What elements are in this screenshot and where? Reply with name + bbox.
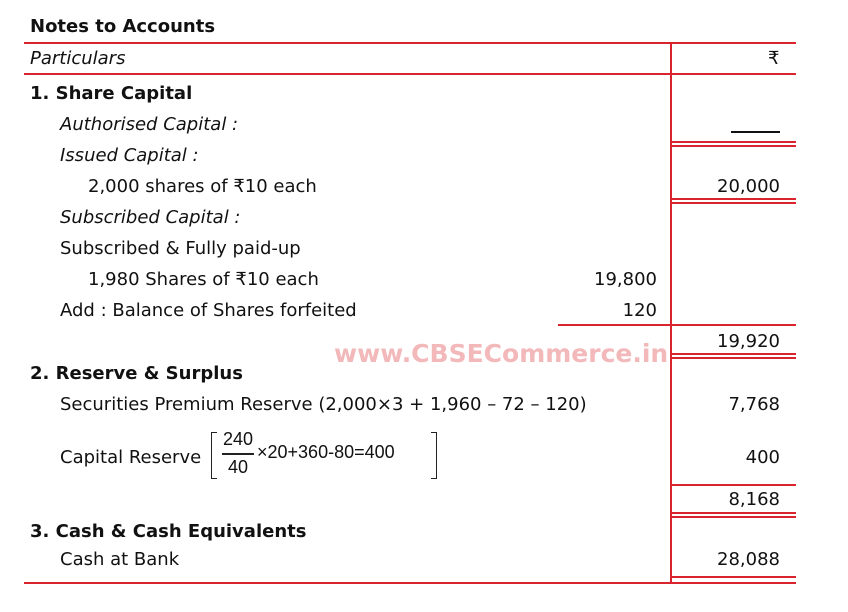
header-bottom-rule (24, 73, 796, 75)
note1-total-top-rule (672, 324, 796, 326)
note1-total: 19,920 (717, 331, 780, 352)
watermark: www.CBSECommerce.in (334, 339, 669, 368)
authorised-blank-line (731, 131, 780, 133)
note1-heading: 1. Share Capital (30, 83, 193, 104)
forfeited-label: Add : Balance of Shares forfeited (60, 300, 357, 321)
issued-capital-label: Issued Capital : (60, 145, 199, 166)
formula-numerator: 240 (222, 429, 254, 449)
particulars-header: Particulars (30, 48, 126, 69)
subscribed-capital-label: Subscribed Capital : (60, 207, 241, 228)
issued-amount: 20,000 (717, 176, 780, 197)
note3-heading: 3. Cash & Cash Equivalents (30, 521, 307, 542)
securities-premium-label: Securities Premium Reserve (2,000×3 + 1,960 – 72 – 120) (60, 394, 587, 415)
note1-total-rule-2 (672, 357, 796, 359)
note1-total-rule-1 (672, 353, 796, 355)
note2-total-top-rule (672, 484, 796, 486)
formula-rest: ×20+360-80=400 (257, 442, 395, 462)
issued-rule-2 (672, 202, 796, 204)
shares-detail: 1,980 Shares of ₹10 each (88, 269, 319, 290)
authorised-rule-2 (672, 145, 796, 147)
securities-premium-amount: 7,768 (728, 394, 780, 415)
page-title: Notes to Accounts (30, 16, 216, 37)
formula-right-bracket (431, 432, 437, 479)
note3-total-rule-1 (672, 576, 796, 578)
subtotal-rule (558, 324, 670, 326)
header-top-rule (24, 42, 796, 44)
capital-reserve-label: Capital Reserve (60, 447, 202, 468)
authorised-rule-1 (672, 141, 796, 143)
amount-column-rule (670, 42, 672, 584)
authorised-capital-label: Authorised Capital : (60, 114, 239, 135)
subscribed-paid-label: Subscribed & Fully paid-up (60, 238, 301, 259)
cash-at-bank-amount: 28,088 (717, 549, 780, 570)
formula-denominator: 40 (227, 457, 249, 477)
cash-at-bank-label: Cash at Bank (60, 549, 180, 570)
table-bottom-rule (24, 582, 796, 584)
note2-total-rule-2 (672, 516, 796, 518)
capital-reserve-amount: 400 (745, 447, 780, 468)
issued-rule-1 (672, 198, 796, 200)
formula-fraction-bar (222, 453, 254, 455)
formula-left-bracket (211, 432, 217, 479)
currency-header: ₹ (768, 48, 780, 69)
note2-total-rule-1 (672, 512, 796, 514)
note2-heading: 2. Reserve & Surplus (30, 363, 243, 384)
note2-total: 8,168 (728, 489, 780, 510)
issued-detail: 2,000 shares of ₹10 each (88, 176, 317, 197)
forfeited-amount: 120 (622, 300, 657, 321)
shares-amount: 19,800 (594, 269, 657, 290)
